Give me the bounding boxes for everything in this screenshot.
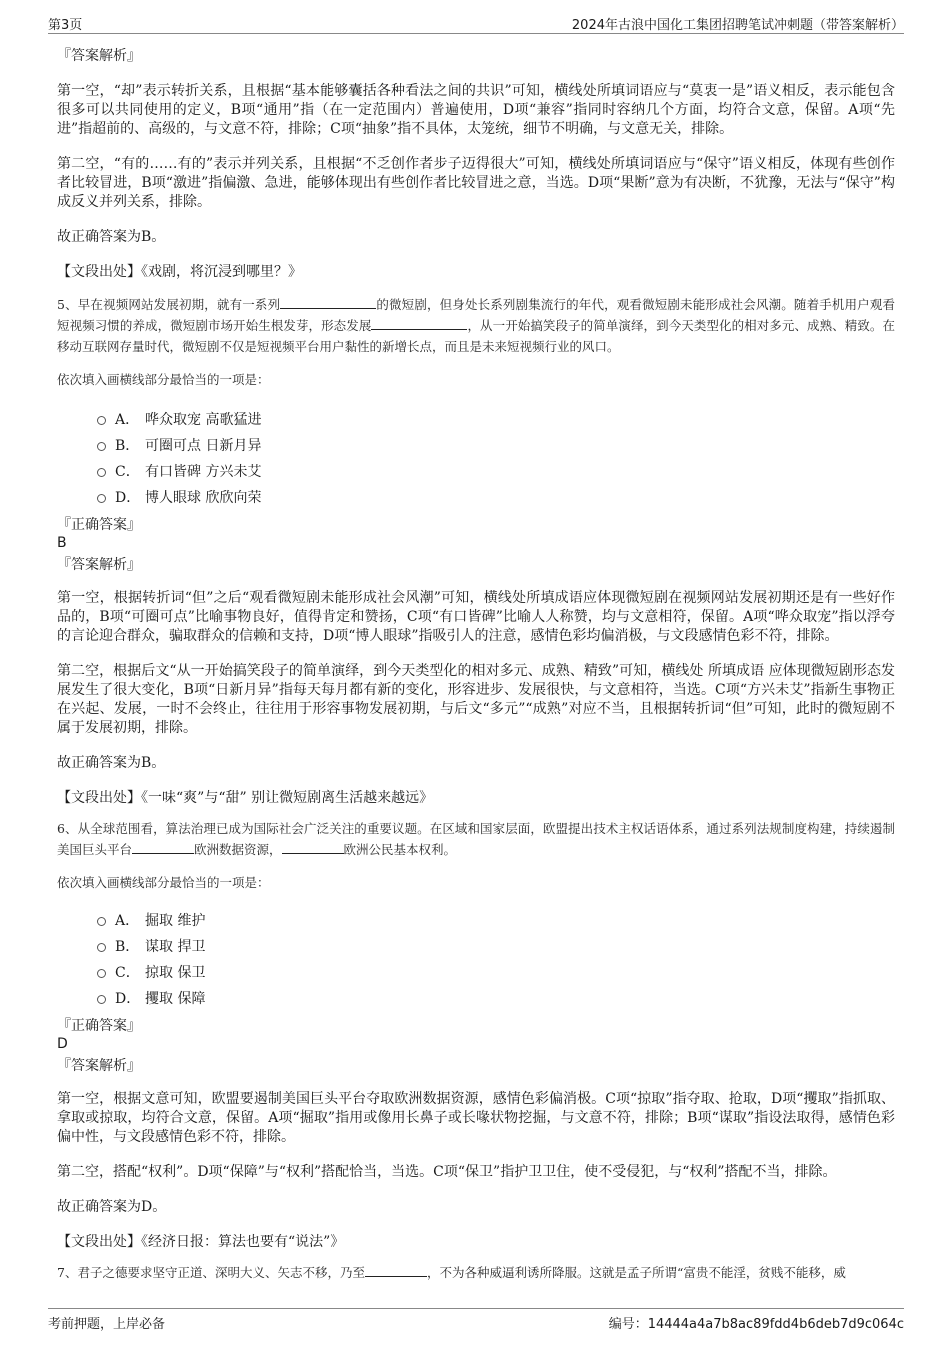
radio-icon[interactable] xyxy=(97,416,106,425)
page-footer xyxy=(48,1313,904,1331)
q5-source: 【文段出处】《一味“爽”与“甜” 别让微短剧离生活越来越远》 xyxy=(57,790,434,806)
radio-icon[interactable] xyxy=(97,917,106,926)
page-header xyxy=(48,14,904,32)
q5-analysis-p1: 第一空，根据转折词“但”之后“观看微短剧未能形成社会风潮”可知，横线处所填成语应体现微短剧在视频网站发展初期还是有一些好作品的，B项“可圈可点”比喻事物良好，值得肯定和赞扬，C项“有口皆碑”比喻人人称赞，均与文意相符，保留。A项“哗众取宠”指以浮夸的言论迎合群众，骗取群众的信赖和支持，D项“博人眼球”指吸引人的注意，感情色彩均偏消极，与文段感情色彩不符，排除。 xyxy=(57,590,895,644)
q6-answer: D xyxy=(57,1036,68,1052)
q5-option-b[interactable]: B． 可圈可点 日新月异 xyxy=(57,433,895,459)
footer-divider xyxy=(48,1308,904,1309)
q7-question: 7、君子之德要求坚守正道、深明大义、矢志不移，乃至 ，不为各种威逼利诱所降服。这就是孟子所谓“富贵不能淫，贫贱不能移，威 xyxy=(57,1265,846,1280)
q6-source: 【文段出处】《经济日报：算法也要有“说法”》 xyxy=(57,1234,345,1250)
q5-option-a[interactable]: A． 哗众取宠 高歌猛进 xyxy=(57,407,895,433)
q6-option-c[interactable]: C． 掠取 保卫 xyxy=(57,960,895,986)
q6-option-a[interactable]: A． 掘取 维护 xyxy=(57,908,895,934)
q5-answer: B xyxy=(57,535,67,551)
q6-question: 6、从全球范围看，算法治理已成为国际社会广泛关注的重要议题。在区域和国家层面，欧盟提出技术主权话语体系，通过系列法规制度构建，持续遏制美国巨头平台 欧洲数据资源， 欧洲公民基本权利。 xyxy=(57,821,895,857)
q6-analysis-p2: 第二空，搭配“权利”。D项“保障”与“权利”搭配恰当，当选。C项“保卫”指护卫卫住，使不受侵犯，与“权利”搭配不当，排除。 xyxy=(57,1164,837,1180)
q4-source: 【文段出处】《戏剧，将沉浸到哪里？》 xyxy=(57,264,302,280)
q5-question: 5、早在视频网站发展初期，就有一系列 的微短剧，但身处长系列剧集流行的年代，观看微短剧未能形成社会风潮。随着手机用户观看短视频习惯的养成，微短剧市场开始生根发芽，形态发展 ，从一开始搞笑段子的简单演绎，到今天类型化的相对多元、成熟、精致。在移动互联网存量时代，微短剧不仅是短视频平台用户黏性的新增长点，而且是未来短视频行业的风口。 xyxy=(57,297,895,354)
q6-option-d[interactable]: D． 攫取 保障 xyxy=(57,986,895,1012)
q6-options xyxy=(57,908,895,1012)
q5-analysis-tag: 『答案解析』 xyxy=(57,557,141,573)
blank-1 xyxy=(132,840,194,854)
q5-correct-tag: 『正确答案』 xyxy=(57,517,141,533)
blank-1 xyxy=(365,1263,427,1277)
footer-slogan: 考前押题，上岸必备 xyxy=(48,1317,166,1332)
q5-conclusion: 故正确答案为B。 xyxy=(57,755,166,771)
q4-conclusion: 故正确答案为B。 xyxy=(57,229,166,245)
document-title: 2024年古浪中国化工集团招聘笔试冲刺题（带答案解析） xyxy=(571,18,904,33)
q6-analysis-tag: 『答案解析』 xyxy=(57,1058,141,1074)
q5-option-c[interactable]: C． 有口皆碑 方兴未艾 xyxy=(57,459,895,485)
document-id: 编号：14444a4a7b8ac89fdd4b6deb7d9c064c xyxy=(608,1317,904,1332)
q5-prompt: 依次填入画横线部分最恰当的一项是： xyxy=(57,372,270,387)
q4-analysis-p1: 第一空，“却”表示转折关系，且根据“基本能够囊括各种看法之间的共识”可知，横线处所填词语应与“莫衷一是”语义相反，表示能包含很多可以共同使用的定义，B项“通用”指（在一定范围内）普遍使用，D项“兼容”指同时容纳几个方面，均符合文意，保留。A项“先进”指超前的、高级的，与文意不符，排除；C项“抽象”指不具体，太笼统，细节不明确，与文意无关，排除。 xyxy=(57,83,895,137)
q6-option-b[interactable]: B． 谋取 捍卫 xyxy=(57,934,895,960)
q6-conclusion: 故正确答案为D。 xyxy=(57,1199,167,1215)
q4-analysis-p2: 第二空，“有的……有的”表示并列关系，且根据“不乏创作者步子迈得很大”可知，横线处所填词语应与“保守”语义相反，体现有些创作者比较冒进，B项“激进”指偏激、急进，能够体现出有些创作者比较冒进之意，当选。D项“果断”意为有决断，不犹豫，无法与“保守”构成反义并列关系，排除。 xyxy=(57,156,895,210)
radio-icon[interactable] xyxy=(97,943,106,952)
page-number: 第3页 xyxy=(48,18,83,33)
radio-icon[interactable] xyxy=(97,969,106,978)
radio-icon[interactable] xyxy=(97,442,106,451)
document-body xyxy=(57,44,895,1283)
q6-correct-tag: 『正确答案』 xyxy=(57,1018,141,1034)
blank-2 xyxy=(282,840,344,854)
blank-2 xyxy=(371,316,467,330)
q5-option-d[interactable]: D． 博人眼球 欣欣向荣 xyxy=(57,485,895,511)
q5-options xyxy=(57,407,895,511)
q4-analysis-tag: 『答案解析』 xyxy=(57,48,141,64)
radio-icon[interactable] xyxy=(97,468,106,477)
q6-analysis-p1: 第一空，根据文意可知，欧盟要遏制美国巨头平台夺取欧洲数据资源，感情色彩偏消极。C项“掠取”指夺取、抢取，D项“攫取”指抓取、拿取或掠取，均符合文意，保留。A项“掘取”指用或像用长鼻子或长喙状物挖掘，与文意不符，排除；B项“谋取”指设法取得，感情色彩偏中性，与文段感情色彩不符，排除。 xyxy=(57,1091,895,1145)
header-divider xyxy=(48,33,904,34)
blank-1 xyxy=(280,295,376,309)
radio-icon[interactable] xyxy=(97,995,106,1004)
radio-icon[interactable] xyxy=(97,494,106,503)
q5-analysis-p2: 第二空，根据后文“从一开始搞笑段子的简单演绎，到今天类型化的相对多元、成熟、精致”可知，横线处 所填成语 应体现微短剧形态发展发生了很大变化，B项“日新月异”指每天每月都有新的变化，形容进步、发展很快，与文意相符，当选。C项“方兴未艾”指新生事物正在兴起、发展，一时不会终止，往往用于形容事物发展初期，与后文“多元”“成熟”对应不当，且根据转折词“但”可知，此时的微短剧不属于发展初期，排除。 xyxy=(57,663,895,736)
q6-prompt: 依次填入画横线部分最恰当的一项是： xyxy=(57,875,270,890)
